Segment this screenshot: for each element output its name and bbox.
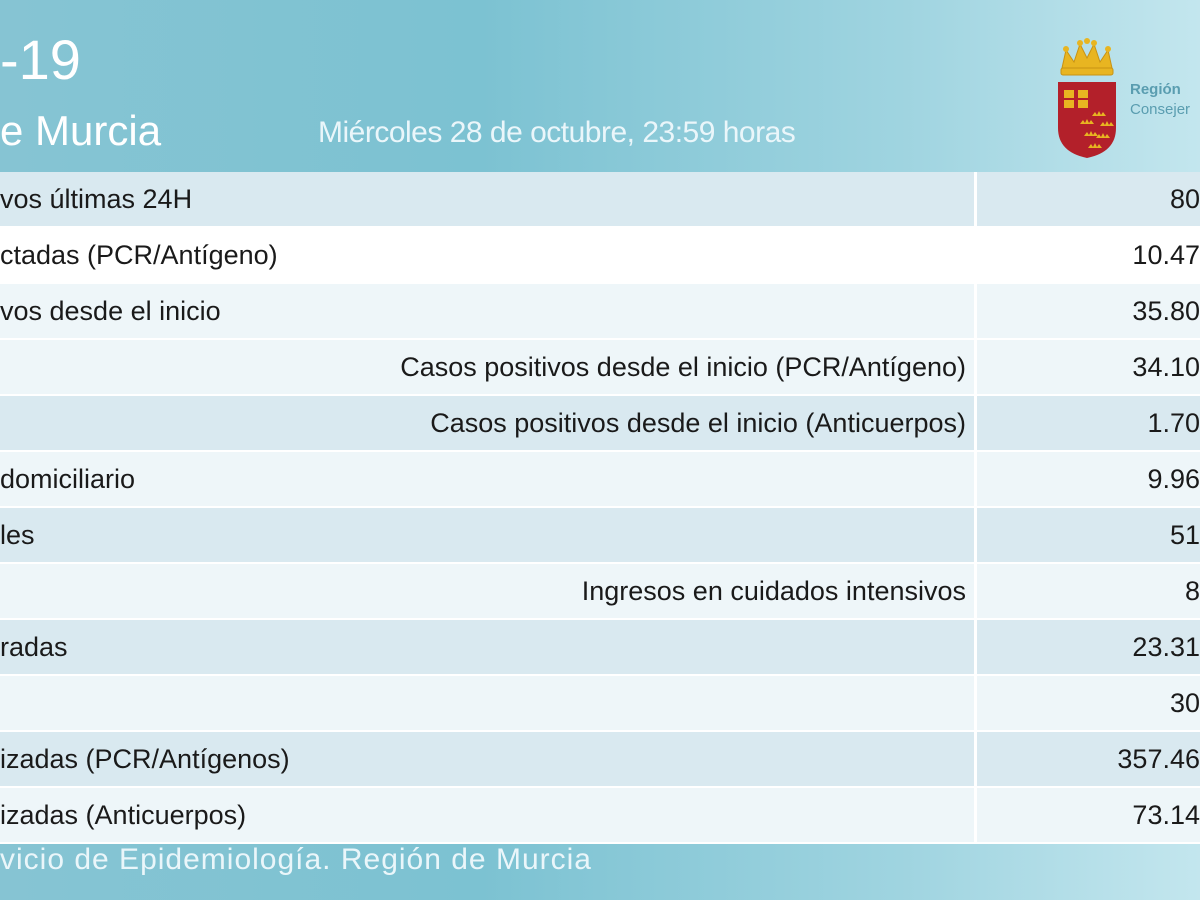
table-row: [0, 396, 1200, 452]
table-row: [0, 508, 1200, 564]
row-value: 1.70: [1147, 408, 1200, 438]
row-label: Ingresos en cuidados intensivos: [581, 576, 966, 606]
column-divider: [974, 340, 977, 394]
column-divider: [974, 396, 977, 450]
column-divider: [974, 284, 977, 338]
column-divider: [974, 508, 977, 562]
column-divider: [974, 564, 977, 618]
date-line: Miércoles 28 de octubre, 23:59 horas: [318, 116, 796, 149]
row-label: Casos positivos desde el inicio (Anticuerpos): [430, 408, 966, 438]
table-row: [0, 732, 1200, 788]
column-divider: [974, 228, 977, 282]
logo-caption-line1: Región: [1130, 81, 1181, 98]
page-subtitle: e Murcia: [0, 107, 162, 154]
row-label: ctadas (PCR/Antígeno): [0, 240, 278, 270]
source-footer: vicio de Epidemiología. Región de Murcia: [0, 843, 592, 876]
logo-caption: [1130, 80, 1190, 120]
row-label: vos desde el inicio: [0, 296, 221, 326]
table-row: [0, 452, 1200, 508]
header: [0, 0, 1200, 172]
statistics-table: [0, 172, 1200, 844]
table-row: [0, 788, 1200, 844]
row-label: izadas (Anticuerpos): [0, 800, 247, 830]
row-value: 34.10: [1132, 352, 1200, 382]
row-label: izadas (PCR/Antígenos): [0, 744, 290, 774]
column-divider: [974, 172, 977, 226]
row-label: domiciliario: [0, 464, 136, 494]
table-row: [0, 172, 1200, 228]
column-divider: [974, 452, 977, 506]
table-row: [0, 564, 1200, 620]
row-value: 23.31: [1132, 632, 1200, 662]
row-value: 51: [1169, 520, 1200, 550]
row-value: 73.14: [1132, 800, 1200, 830]
coat-of-arms-icon: [1054, 38, 1120, 160]
row-value: 80: [1169, 184, 1200, 214]
table-row: [0, 676, 1200, 732]
row-label: les: [0, 520, 35, 550]
row-value: 10.47: [1132, 240, 1200, 270]
row-label: radas: [0, 632, 68, 662]
table-row: [0, 340, 1200, 396]
column-divider: [974, 732, 977, 786]
row-value: 357.46: [1117, 744, 1200, 774]
logo-caption-line2: Consejer: [1130, 101, 1191, 118]
page-title: -19: [0, 28, 81, 91]
row-label: Casos positivos desde el inicio (PCR/Antígeno): [400, 352, 966, 382]
column-divider: [974, 788, 977, 842]
row-label: vos últimas 24H: [0, 184, 193, 214]
row-value: 35.80: [1132, 296, 1200, 326]
column-divider: [974, 620, 977, 674]
row-value: 9.96: [1147, 464, 1200, 494]
row-value: 30: [1169, 688, 1200, 718]
row-value: 8: [1184, 576, 1200, 606]
table-row: [0, 228, 1200, 284]
table-row: [0, 284, 1200, 340]
table-row: [0, 620, 1200, 676]
column-divider: [974, 676, 977, 730]
